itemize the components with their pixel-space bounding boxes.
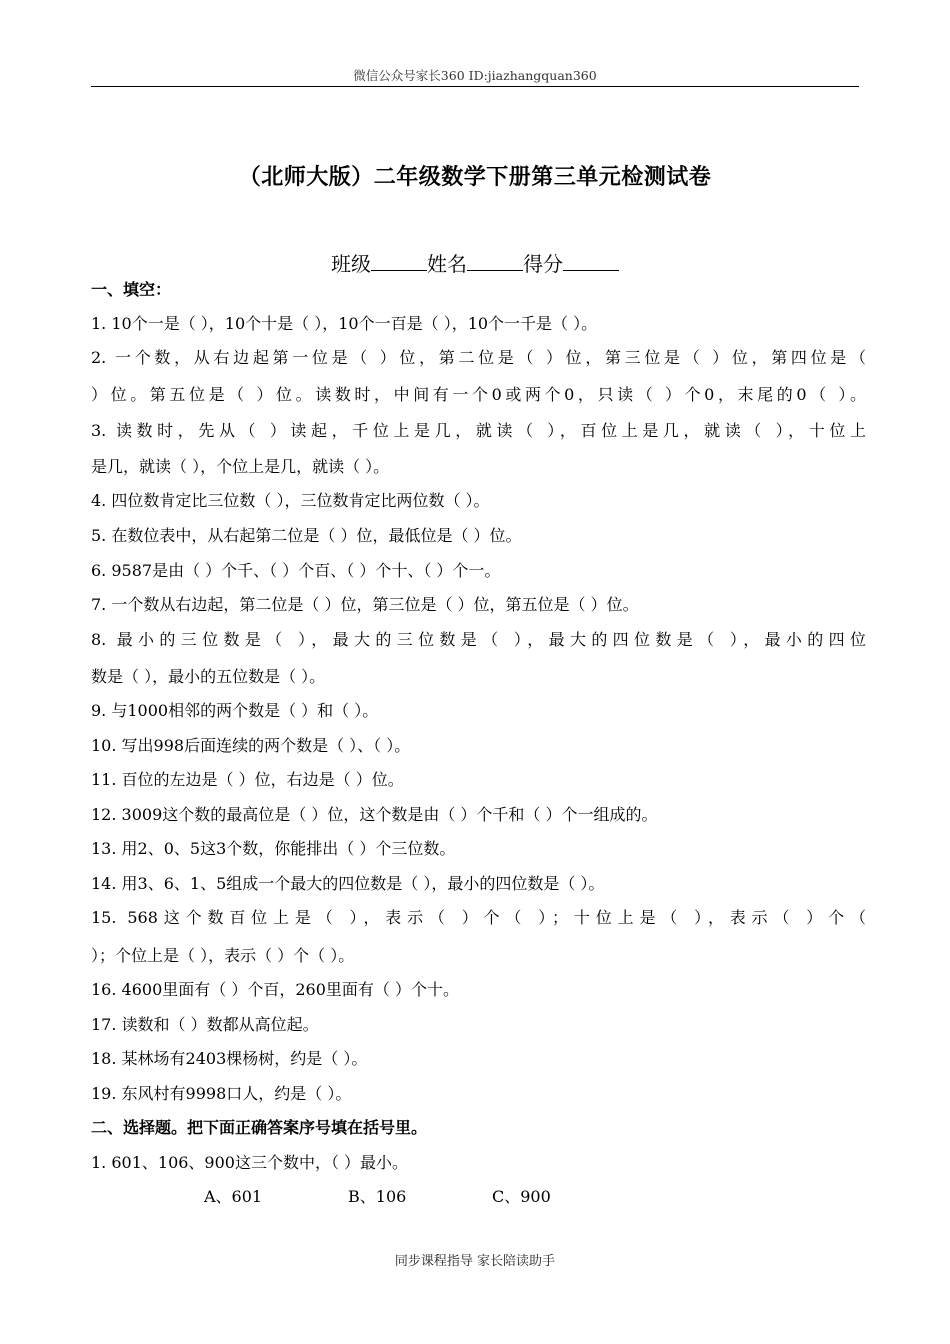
question-line: 14. 用3、6、1、5组成一个最大的四位数是（ ），最小的四位数是（ ）。 — [91, 874, 605, 893]
question-line: 13. 用2、0、5这3个数，你能排出（ ）个三位数。 — [91, 839, 456, 858]
question-line: 1. 10个一是（ ），10个十是（ ），10个一百是（ ），10个一千是（ ）。 — [91, 314, 598, 333]
name-label: 姓名 — [427, 252, 467, 276]
score-label: 得分 — [523, 252, 563, 276]
question-line: 5. 在数位表中，从右起第二位是（ ）位，最低位是（ ）位。 — [91, 526, 522, 545]
question-line: 19. 东风村有9998口人，约是（ ）。 — [91, 1084, 352, 1103]
question-line: 6. 9587是由（ ）个千、（ ）个百、（ ）个十、（ ）个一。 — [91, 561, 501, 580]
question-line: 是几，就读（ ），个位上是几，就读（ ）。 — [91, 457, 390, 476]
header-divider — [91, 86, 859, 87]
page-title: （北师大版）二年级数学下册第三单元检测试卷 — [238, 165, 712, 190]
question-line: ）位。第五位是（ ）位。读数时，中间有一个0或两个0，只读（ ）个0，末尾的0（ ）。 — [91, 385, 866, 404]
question-line: 3. 读数时，先从（ ）读起，千位上是几，就读（ ），百位上是几，就读（ ），十位上 — [91, 421, 866, 440]
question-line: 7. 一个数从右边起，第二位是（ ）位，第三位是（ ）位，第五位是（ ）位。 — [91, 595, 639, 614]
question-line: 12. 3009这个数的最高位是（ ）位，这个数是由（ ）个千和（ ）个一组成的。 — [91, 805, 658, 824]
score-blank — [563, 254, 619, 271]
name-blank — [467, 254, 523, 271]
class-label: 班级 — [331, 252, 371, 276]
option-b: B、106 — [348, 1187, 407, 1206]
question-line: 17. 读数和（ ）数都从高位起。 — [91, 1015, 319, 1034]
page-footer-text: 同步课程指导 家长陪读助手 — [394, 1254, 556, 1269]
question-line: 9. 与1000相邻的两个数是（ ）和（ ）。 — [91, 701, 379, 720]
question-line: ）；个位上是（ ），表示（ ）个（ ）。 — [91, 946, 355, 965]
section-heading-fill-in: 一、填空： — [91, 280, 172, 299]
page-header-text: 微信公众号家长360 ID:jiazhangquan360 — [353, 68, 597, 83]
question-line: 8. 最小的三位数是（ ），最大的三位数是（ ），最大的四位数是（ ），最小的四位 — [91, 630, 866, 649]
question-line: 2. 一个数，从右边起第一位是（ ）位，第二位是（ ）位，第三位是（ ）位，第四位是（ — [91, 348, 866, 367]
choice-options — [204, 1184, 551, 1207]
question-line: 数是（ ），最小的五位数是（ ）。 — [91, 667, 326, 686]
section-heading-multiple-choice: 二、选择题。把下面正确答案序号填在括号里。 — [91, 1118, 428, 1137]
option-c: C、900 — [492, 1187, 551, 1206]
student-info-line — [0, 248, 950, 277]
option-a: A、601 — [204, 1187, 263, 1206]
class-blank — [371, 254, 427, 271]
question-line: 18. 某林场有2403棵杨树，约是（ ）。 — [91, 1049, 368, 1068]
question-line: 15. 568这个数百位上是（ ），表示（ ）个（ ）；十位上是（ ），表示（ ）个（ — [91, 908, 866, 927]
question-line: 4. 四位数肯定比三位数（ ），三位数肯定比两位数（ ）。 — [91, 491, 490, 510]
choice-question: 1. 601、106、900这三个数中，（ ）最小。 — [91, 1153, 409, 1172]
question-line: 16. 4600里面有（ ）个百，260里面有（ ）个十。 — [91, 980, 459, 999]
question-line: 10. 写出998后面连续的两个数是（ ）、（ ）。 — [91, 736, 411, 755]
question-line: 11. 百位的左边是（ ）位，右边是（ ）位。 — [91, 770, 404, 789]
